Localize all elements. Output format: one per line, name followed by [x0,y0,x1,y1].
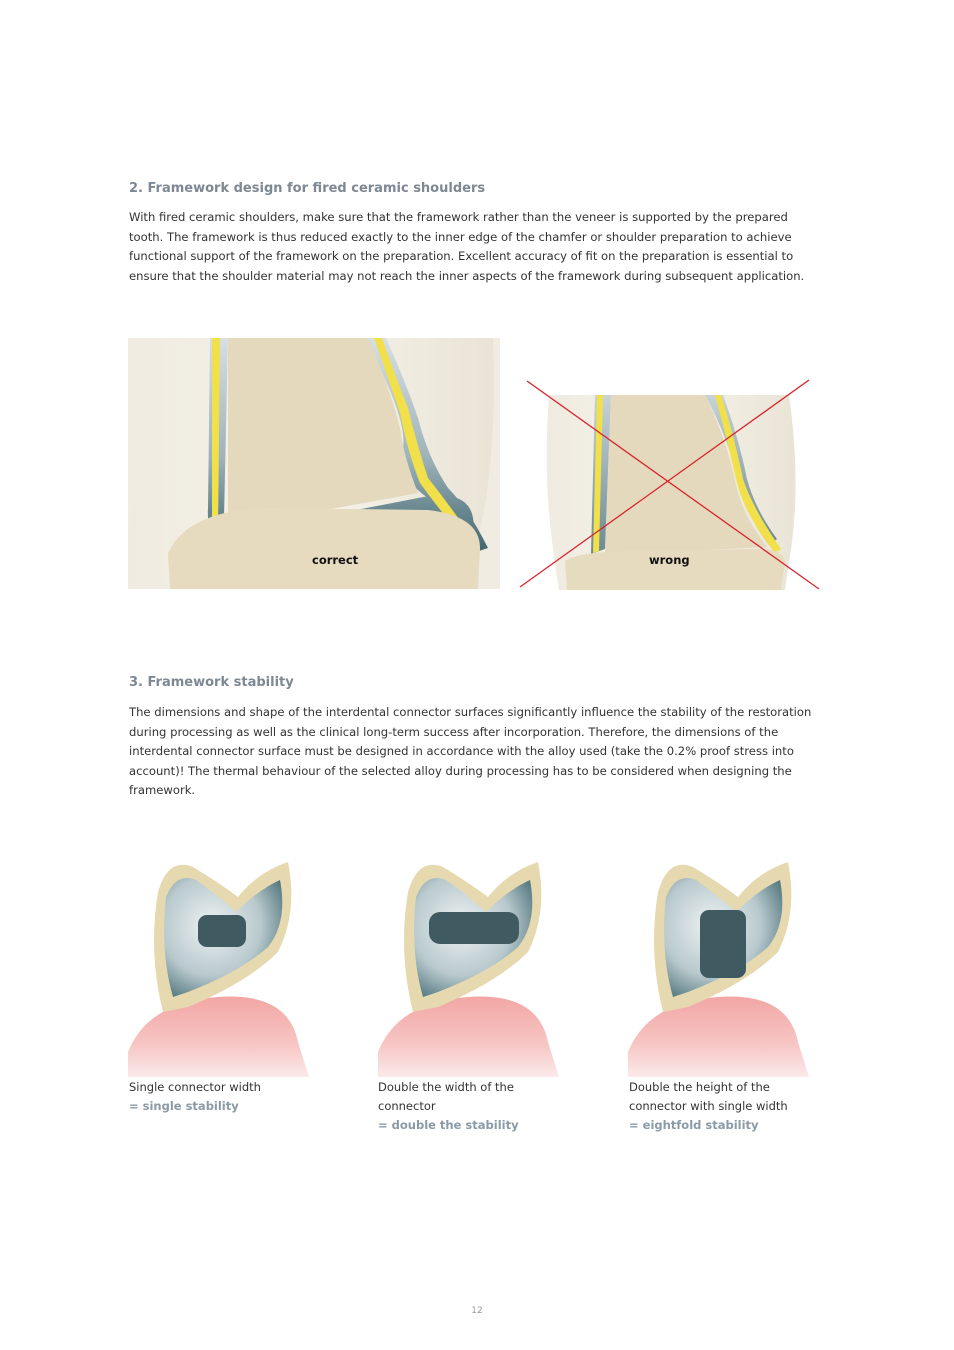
caption-text: Single connector width [129,1080,261,1094]
caption-highlight: = double the stability [378,1118,519,1132]
section-3-body: The dimensions and shape of the interdental connector surfaces significantly influence the stability of the restoration during processing as well as the clinical long-term success after incorporation. Therefore, the dimensions of the interdental connector surface must be designed in accordance with the alloy used (take the 0.2% proof stress into account)! The thermal behaviour of the selected alloy during processing has to be considered when designing the framework. [129,705,812,797]
connector-shape [700,910,746,978]
connector-single-width-illustration [128,852,309,1077]
connector-shape [429,912,519,944]
section-2-heading: 2. Framework design for fired ceramic shoulders [129,181,486,196]
connector-double-height-illustration [628,852,809,1077]
figure-wrong [519,379,821,590]
connector-shape [198,915,246,947]
figure-label-wrong: wrong [649,553,690,567]
caption-single-connector [129,1078,329,1116]
tooth-cross-section-correct-illustration [128,338,500,589]
figure-label-correct: correct [312,553,359,567]
page-number: 12 [471,1306,483,1316]
caption-text: Double the height of the connector with single width [629,1080,788,1113]
caption-double-height [629,1078,804,1135]
figure-correct [128,338,500,589]
figure-double-height-connector [628,852,809,1077]
caption-text: Double the width of the connector [378,1080,514,1113]
connector-double-width-illustration [378,852,559,1077]
section-2-body: With fired ceramic shoulders, make sure that the framework rather than the veneer is supported by the prepared tooth. The framework is thus reduced exactly to the inner edge of the chamfer or shoulder preparation to achieve functional support of the framework on the preparation. Excellent accuracy of fit on the preparation is essential to ensure that the shoulder material may not reach the inner aspects of the framework during subsequent application. [129,210,805,283]
figure-single-connector [128,852,309,1077]
figure-double-width-connector [378,852,559,1077]
caption-double-width [378,1078,528,1135]
caption-highlight: = eightfold stability [629,1118,759,1132]
caption-highlight: = single stability [129,1099,239,1113]
section-3-heading: 3. Framework stability [129,675,294,690]
